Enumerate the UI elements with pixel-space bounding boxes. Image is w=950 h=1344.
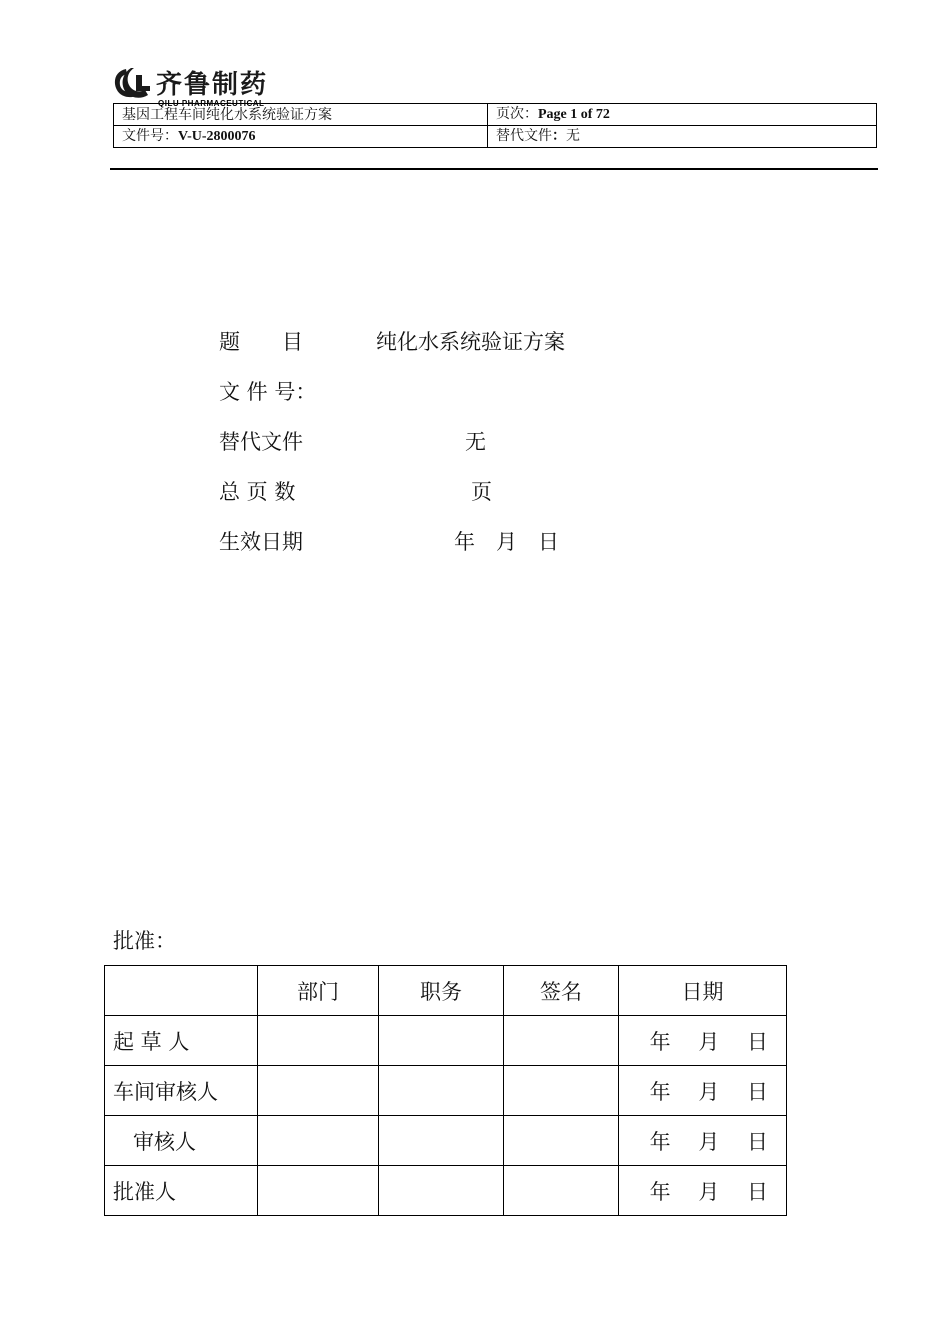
header-doc-title: 基因工程车间纯化水系统验证方案 [114, 104, 488, 126]
document-header-table [113, 103, 877, 148]
cover-replace-value: 无 [465, 430, 486, 454]
company-logo [112, 64, 352, 108]
col-header-department: 部门 [258, 966, 379, 1016]
role-cell: 车间审核人 [105, 1066, 258, 1116]
position-cell[interactable] [379, 1016, 504, 1066]
signature-cell[interactable] [504, 1016, 619, 1066]
date-cell[interactable]: 年 月 日 [619, 1066, 787, 1116]
department-cell[interactable] [258, 1016, 379, 1066]
header-file-value: V-U-2800076 [178, 129, 256, 144]
position-cell[interactable] [379, 1066, 504, 1116]
col-header-date: 日期 [619, 966, 787, 1016]
cover-replace-label: 替代文件 [219, 430, 303, 454]
role-cell: 批准人 [105, 1166, 258, 1216]
header-page-cell: 页次：Page 1 of 72 [488, 104, 877, 126]
header-replace-cell: 替代文件：无 [488, 126, 877, 148]
col-header-position: 职务 [379, 966, 504, 1016]
cover-title-value: 纯化水系统验证方案 [376, 330, 565, 354]
table-row [105, 1116, 787, 1166]
approval-header-row [105, 966, 787, 1016]
logo-name-cn: 齐鲁制药 [156, 70, 269, 100]
position-cell[interactable] [379, 1166, 504, 1216]
role-cell: 审核人 [105, 1116, 258, 1166]
signature-cell[interactable] [504, 1166, 619, 1216]
cover-pages-label: 总 页 数 [219, 480, 296, 504]
date-cell[interactable]: 年 月 日 [619, 1016, 787, 1066]
table-row [105, 1016, 787, 1066]
cover-pages-value: 页 [471, 480, 492, 504]
department-cell[interactable] [258, 1116, 379, 1166]
logo-name-en: QILU PHARMACEUTICAL [158, 99, 265, 108]
table-row [105, 1166, 787, 1216]
col-header-signature: 签名 [504, 966, 619, 1016]
cover-file-no-label: 文 件 号： [219, 380, 317, 404]
department-cell[interactable] [258, 1166, 379, 1216]
header-page-value: Page 1 of 72 [538, 107, 610, 122]
col-header-blank [105, 966, 258, 1016]
qilu-logo-icon [112, 66, 152, 100]
header-replace-value: 无 [566, 128, 580, 144]
role-cell: 起 草 人 [105, 1016, 258, 1066]
header-divider [110, 168, 878, 170]
signature-cell[interactable] [504, 1116, 619, 1166]
cover-effective-value: 年 月 日 [454, 530, 559, 554]
approval-label: 批准： [113, 929, 176, 953]
department-cell[interactable] [258, 1066, 379, 1116]
date-cell[interactable]: 年 月 日 [619, 1166, 787, 1216]
date-cell[interactable]: 年 月 日 [619, 1116, 787, 1166]
approval-table [104, 965, 787, 1216]
cover-effective-label: 生效日期 [219, 530, 303, 554]
cover-title-label: 题 目 [219, 330, 303, 354]
header-file-cell: 文件号：V-U-2800076 [114, 126, 488, 148]
signature-cell[interactable] [504, 1066, 619, 1116]
table-row [105, 1066, 787, 1116]
position-cell[interactable] [379, 1116, 504, 1166]
